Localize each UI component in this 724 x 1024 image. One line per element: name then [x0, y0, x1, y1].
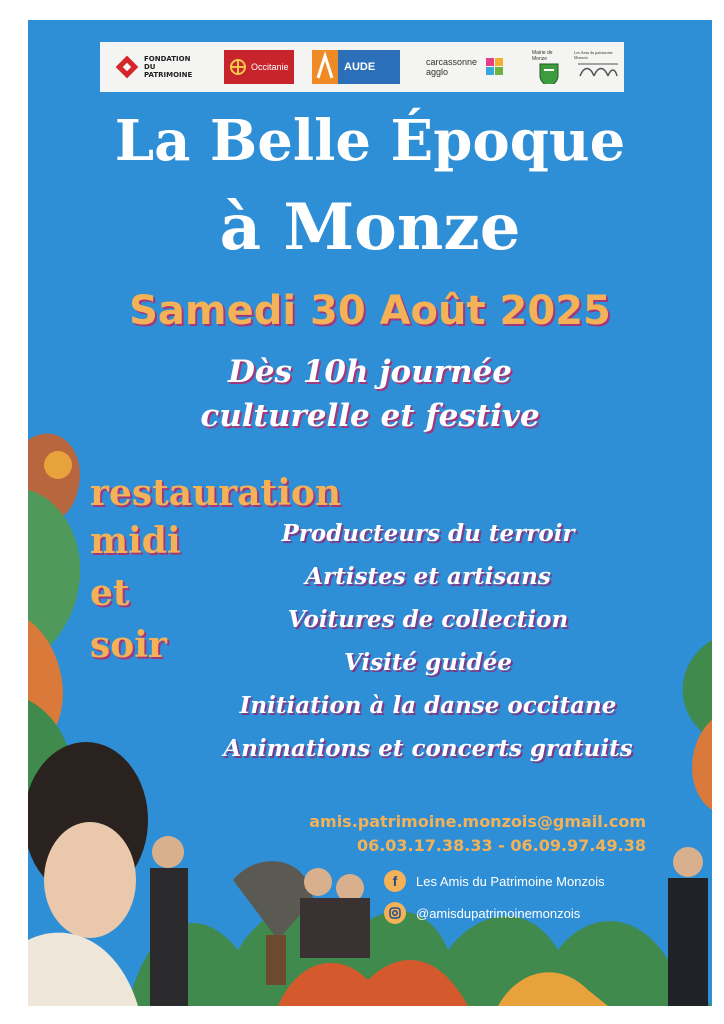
program-item: Artistes et artisans — [305, 563, 551, 590]
facebook-label: Les Amis du Patrimoine Monzois — [416, 873, 605, 889]
subtitle-line-1: Dès 10h journée — [227, 354, 513, 390]
fondation-diamond-icon — [114, 54, 140, 80]
agglo-squares-icon — [486, 58, 504, 76]
restauration-line-1: restauration — [90, 472, 342, 514]
program-item: Voitures de collection — [287, 606, 569, 633]
title-line-2: à Monze — [219, 190, 521, 265]
instagram-link[interactable] — [384, 902, 580, 924]
restauration-line-4: soir — [90, 624, 167, 666]
poster — [28, 20, 712, 1006]
fondation-patrimoine-logo: FONDATION DU PATRIMOINE — [114, 50, 200, 84]
bridge-arches-icon — [578, 60, 618, 78]
program-item: Producteurs du terroir — [281, 520, 575, 547]
instagram-icon — [384, 902, 406, 924]
monze-shield-icon — [538, 62, 560, 84]
partner-logo-bar — [100, 42, 624, 92]
program-item: Visité guidée — [343, 649, 513, 676]
contact-email[interactable]: amis.patrimoine.monzois@gmail.com — [309, 812, 646, 831]
event-date: Samedi 30 Août 2025 — [129, 288, 611, 334]
contact-phones: 06.03.17.38.33 - 06.09.97.49.38 — [356, 836, 646, 855]
occitan-cross-icon — [228, 57, 248, 77]
program-item: Animations et concerts gratuits — [223, 735, 633, 762]
restauration-line-2: midi — [90, 520, 181, 562]
aude-symbol-icon — [312, 50, 338, 84]
carcassonne-agglo-logo: carcassonne agglo — [426, 50, 508, 84]
title-line-1: La Belle Époque — [114, 108, 626, 174]
subtitle-line-2: culturelle et festive — [200, 398, 540, 434]
aude-logo: AUDE — [312, 50, 400, 84]
restauration-line-3: et — [90, 572, 130, 614]
instagram-label: @amisdupatrimoinemonzois — [416, 905, 581, 921]
mairie-monze-logo: Mairie de Monze — [532, 50, 566, 84]
facebook-icon: f — [384, 870, 406, 892]
amis-patrimoine-logo: Les Amis du patrimoine Monzois — [574, 50, 622, 84]
facebook-link[interactable] — [384, 870, 605, 892]
occitanie-logo: Occitanie — [224, 50, 294, 84]
program-item: Initiation à la danse occitane — [239, 692, 617, 719]
